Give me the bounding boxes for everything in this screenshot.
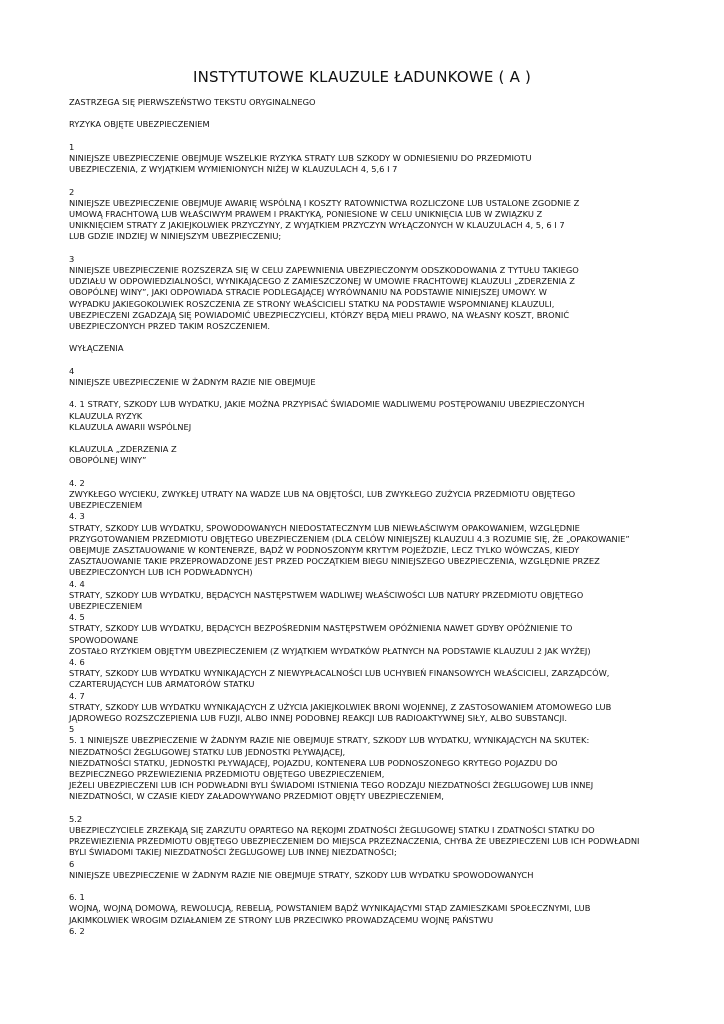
text-line: UMOWĄ FRACHTOWĄ LUB WŁAŚCIWYM PRAWEM I PRAKTYKĄ, PONIESIONE W CELU UNIKNIĘCIA LUB W ZWIĄZKU Z [69, 208, 543, 219]
text-line: NINIEJSZE UBEZPIECZENIE ROZSZERZA SIĘ W CELU ZAPEWNIENIA UBEZPIECZONYM ODSZKODOWANIA Z TYTUŁU TAKIEGO [69, 264, 579, 275]
text-line: KLAUZULA AWARII WSPÓLNEJ [69, 421, 192, 432]
text-line: UBEZPIECZONYCH LUB ICH PODWŁADNYCH) [69, 567, 253, 578]
text-line: JAKIMKOLWIEK WROGIM DZIAŁANIEM ZE STRONY LUB PRZECIWKO PROWADZĄCEMU WOJNĘ PAŃSTWU [69, 914, 494, 925]
text-line: 6 [69, 858, 75, 869]
text-line: STRATY, SZKODY LUB WYDATKU, BĘDĄCYCH NASTĘPSTWEM WADLIWEJ WŁAŚCIWOŚCI LUB NATURY PRZEDMIOTU OBJĘTEGO [69, 589, 584, 600]
text-line: UBEZPIECZENIEM [69, 500, 143, 511]
text-line: WYPADKU JAKIEGOKOLWIEK ROSZCZENIA ZE STRONY WŁAŚCICIELI STATKU NA PODSTAWIE WSPOMNIANEJ KLAUZULI, [69, 298, 555, 309]
paragraph-gap [69, 467, 659, 478]
text-line: 4. 7 [69, 690, 85, 701]
document-body [69, 97, 659, 937]
text-line: KLAUZULA „ZDERZENIA Z [69, 444, 177, 455]
text-line: UBEZPIECZENI ZGADZAJĄ SIĘ POWIADOMIĆ UBEZPIECZYCIELI, KTÓRZY BĘDĄ MIELI PRAWO, NA WŁASNY KOSZT, BRONIĆ [69, 309, 570, 320]
text-line: 4. 3 [69, 511, 85, 522]
paragraph-gap [69, 332, 659, 343]
text-line: BYLI ŚWIADOMI TAKIEJ NIEZDATNOŚCI ŻEGLUGOWEJ LUB INNEJ NIEZDATNOŚCI; [69, 847, 397, 858]
text-line: NINIEJSZE UBEZPIECZENIE OBEJMUJE AWARIĘ WSPÓLNĄ I KOSZTY RATOWNICTWA ROZLICZONE LUB USTALONE ZGODNIE Z [69, 197, 580, 208]
text-line: WOJNĄ, WOJNĄ DOMOWĄ, REWOLUCJĄ, REBELIĄ, POWSTANIEM BĄDŹ WYNIKAJĄCYMI STĄD ZAMIESZKAMI SPOŁECZNYMI, LUB [69, 903, 591, 914]
text-line: 5 [69, 724, 75, 735]
paragraph-gap [69, 243, 659, 254]
text-line: PRZYGOTOWANIEM PRZEDMIOTU OBJĘTEGO UBEZPIECZENIEM (DLA CELÓW NINIEJSZEJ KLAUZULI 4.3 ROZUMIE SIĘ, ŻE „OPAKOWANIE” [69, 533, 630, 544]
text-line: 4 [69, 365, 75, 376]
text-line: 4. 4 [69, 578, 85, 589]
paragraph-gap [69, 108, 659, 119]
paragraph-gap [69, 131, 659, 142]
text-line: STRATY, SZKODY LUB WYDATKU WYNIKAJĄCYCH Z NIEWYPŁACALNOŚCI LUB UCHYBIEŃ FINANSOWYCH WŁAŚCICIELI, ZARZĄDCÓW, [69, 668, 610, 679]
text-line: KLAUZULA RYZYK [69, 410, 143, 421]
text-line: WYŁĄCZENIA [69, 343, 124, 354]
text-line: 1 [69, 141, 75, 152]
text-line: OBOPÓLNEJ WINY” [69, 455, 147, 466]
text-line: LUB GDZIE INDZIEJ W NINIEJSZYM UBEZPIECZENIU; [69, 231, 282, 242]
text-line: 6. 2 [69, 925, 85, 936]
text-line: UNIKNIĘCIEM STRATY Z JAKIEJKOLWIEK PRZYCZYNY, Z WYJĄTKIEM PRZYCZYN WYŁĄCZONYCH W KLAUZULACH 4, 5, 6 I 7 [69, 220, 565, 231]
text-line: NIEZDATNOŚCI, W CZASIE KIEDY ZAŁADOWYWANO PRZEDMIOT OBJĘTY UBEZPIECZENIEM, [69, 791, 444, 802]
text-line: NINIEJSZE UBEZPIECZENIE OBEJMUJE WSZELKIE RYZYKA STRATY LUB SZKODY W ODNIESIENIU DO PRZEDMIOTU [69, 152, 532, 163]
text-line: PRZEWIEZIENIA PRZEDMIOTU OBJĘTEGO UBEZPIECZENIEM DO MIEJSCA PRZEZNACZENIA, CHYBA ŻE UBEZPIECZENI LUB ICH PODWŁADNI [69, 836, 640, 847]
text-line: OBOPÓLNEJ WINY”, JAKI ODPOWIADA STRACIE PODLEGAJĄCEJ WYRÓWNANIU NA PODSTAWIE NINIEJSZEJ UMOWY. W [69, 287, 547, 298]
paragraph-gap [69, 388, 659, 399]
text-line: NINIEJSZE UBEZPIECZENIE W ŻADNYM RAZIE NIE OBEJMUJE [69, 376, 316, 387]
text-line: UBEZPIECZONYCH PRZED TAKIM ROSZCZENIEM. [69, 321, 271, 331]
text-line: OBEJMUJE ZASZTAUOWANIE W KONTENERZE, BĄDŹ W PODNOSZONYM KRYTYM POJEŹDZIE, LECZ TYLKO WÓWCZAS, KIEDY [69, 544, 580, 555]
paragraph-gap [69, 433, 659, 444]
text-line: BEZPIECZNEGO PRZEWIEZIENIA PRZEDMIOTU OBJĘTEGO UBEZPIECZENIEM, [69, 769, 385, 780]
text-line: STRATY, SZKODY LUB WYDATKU, BĘDĄCYCH BEZPOŚREDNIM NASTĘPSTWEM OPÓŹNIENIA NAWET GDYBY OPÓŹNIENIE TO [69, 623, 573, 634]
text-line: 5.2 [69, 813, 83, 824]
paragraph-gap [69, 355, 659, 366]
text-line: UBEZPIECZYCIELE ZRZEKAJĄ SIĘ ZARZUTU OPARTEGO NA RĘKOJMI ZDATNOŚCI ŻEGLUGOWEJ STATKU I ZDATNOŚCI STATKU DO [69, 825, 595, 836]
text-line: NIEZDATNOŚCI ŻEGLUGOWEJ STATKU LUB JEDNOSTKI PŁYWAJĄCEJ, [69, 746, 346, 757]
text-line: STRATY, SZKODY LUB WYDATKU, SPOWODOWANYCH NIEDOSTATECZNYM LUB NIEWŁAŚCIWYM OPAKOWANIEM, WZGLĘDNIE [69, 522, 580, 533]
text-line: JEŻELI UBEZPIECZENI LUB ICH PODWŁADNI BYLI ŚWIADOMI ISTNIENIA TEGO RODZAJU NIEZDATNOŚCI ŻEGLUGOWEJ LUB INNEJ [69, 780, 594, 791]
text-line: 4. 5 [69, 612, 85, 623]
text-line: UDZIAŁU W ODPOWIEDZIALNOŚCI, WYNIKAJĄCEGO Z ZAMIESZCZONEJ W UMOWIE FRACHTOWEJ KLAUZULI „ZDERZENIA Z [69, 276, 575, 287]
text-line: NINIEJSZE UBEZPIECZENIE W ŻADNYM RAZIE NIE OBEJMUJE STRATY, SZKODY LUB WYDATKU SPOWODOWANYCH [69, 869, 534, 880]
text-line: 4. 2 [69, 477, 85, 488]
text-line: CZARTERUJĄCYCH LUB ARMATORÓW STATKU [69, 679, 255, 690]
paragraph-gap [69, 803, 659, 814]
text-line: 3 [69, 253, 75, 264]
text-line: NIEZDATNOŚCI STATKU, JEDNOSTKI PŁYWAJĄCEJ, POJAZDU, KONTENERA LUB PODNOSZONEGO KRYTEGO POJAZDU DO [69, 757, 558, 768]
text-line: UBEZPIECZENIEM [69, 601, 143, 611]
text-line: STRATY, SZKODY LUB WYDATKU WYNIKAJĄCYCH Z UŻYCIA JAKIEJKOLWIEK BRONI WOJENNEJ, Z ZASTOSOWANIEM ATOMOWEGO LUB [69, 701, 612, 712]
text-line: JĄDROWEGO ROZSZCZEPIENIA LUB FUZJI, ALBO INNEJ PODOBNEJ REAKCJI LUB RADIOAKTYWNEJ SIŁY, ALBO SUBSTANCJI. [69, 713, 567, 724]
text-line: 4. 6 [69, 657, 85, 668]
document-title: INSTYTUTOWE KLAUZULE ŁADUNKOWE ( A ) [192, 68, 532, 86]
text-line: 4. 1 STRATY, SZKODY LUB WYDATKU, JAKIE MOŻNA PRZYPISAĆ ŚWIADOMIE WADLIWEMU POSTĘPOWANIU UBEZPIECZONYCH [69, 399, 585, 410]
text-line: 5. 1 NINIEJSZE UBEZPIECZENIE W ŻADNYM RAZIE NIE OBEJMUJE STRATY, SZKODY LUB WYDATKU, WYNIKAJĄCYCH NA SKUTEK: [69, 735, 590, 746]
text-line: 6. 1 [69, 892, 85, 903]
text-line: UBEZPIECZENIA, Z WYJĄTKIEM WYMIENIONYCH NIŻEJ W KLAUZULACH 4, 5,6 I 7 [69, 164, 398, 175]
text-line: 2 [69, 186, 75, 197]
text-line: ZASZTAUOWANIE TAKIE PRZEPROWADZONE JEST PRZED POCZĄTKIEM BIEGU NINIEJSZEGO UBEZPIECZENIA, WZGLĘDNIE PRZEZ [69, 556, 600, 567]
text-line: ZASTRZEGA SIĘ PIERWSZEŃSTWO TEKSTU ORYGINALNEGO [69, 97, 316, 107]
text-line: SPOWODOWANE [69, 634, 139, 645]
paragraph-gap [69, 881, 659, 892]
text-line: RYZYKA OBJĘTE UBEZPIECZENIEM [69, 119, 210, 130]
text-line: ZOSTAŁO RYZYKIEM OBJĘTYM UBEZPIECZENIEM (Z WYJĄTKIEM WYDATKÓW PŁATNYCH NA PODSTAWIE KLAUZULI 2 JAK WYŻEJ) [69, 645, 591, 656]
paragraph-gap [69, 175, 659, 186]
text-line: ZWYKŁEGO WYCIEKU, ZWYKŁEJ UTRATY NA WADZE LUB NA OBJĘTOŚCI, LUB ZWYKŁEGO ZUŻYCIA PRZEDMIOTU OBJĘTEGO [69, 488, 576, 499]
